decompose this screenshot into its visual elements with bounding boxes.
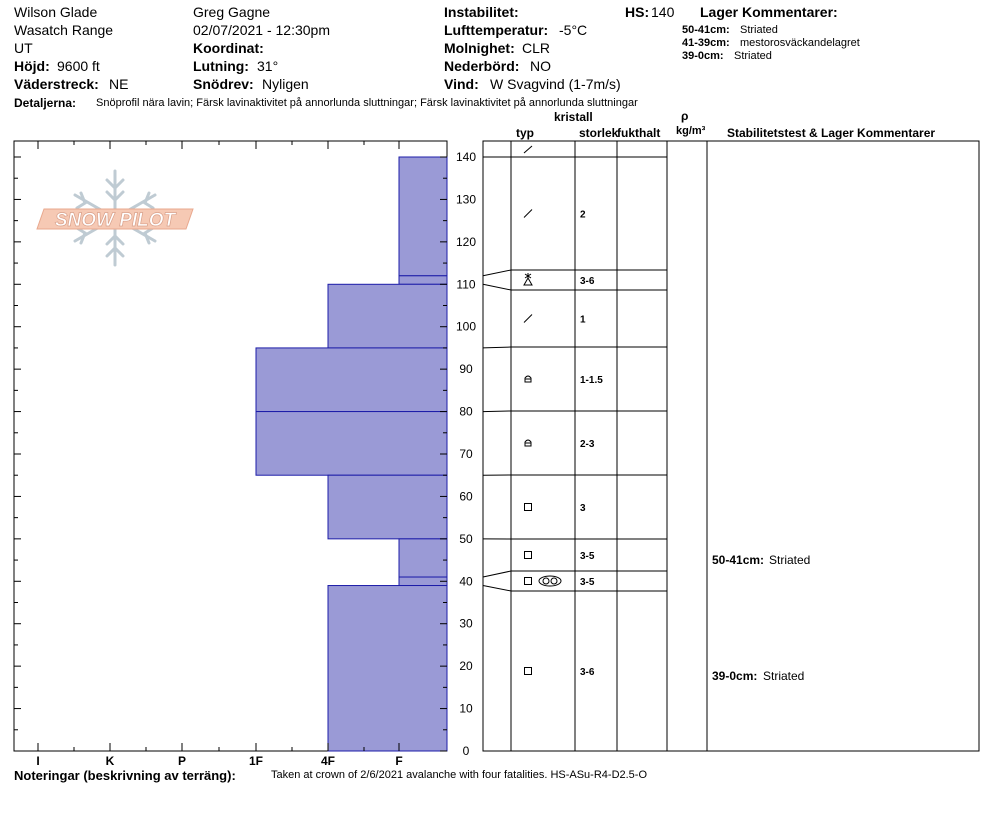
drift-value: Nyligen	[262, 76, 309, 92]
hardness-tick-label: F	[395, 754, 403, 768]
depth-tick-label: 140	[455, 150, 477, 164]
hardness-tick-label: 1F	[248, 754, 264, 768]
grain-decomposing-icon	[524, 315, 532, 323]
depth-tick-label: 50	[459, 531, 473, 546]
precip-value: NO	[530, 58, 551, 74]
depth-tick-label: 100	[455, 319, 477, 334]
instability-label: Instabilitet:	[444, 4, 519, 20]
hardness-tick-label: I	[36, 754, 40, 768]
wind-label: Vind:	[444, 76, 479, 92]
grain-size-label: 1	[580, 314, 586, 326]
grain-size-label: 3-6	[580, 667, 595, 678]
hs-label: HS:	[625, 4, 650, 20]
col-header-typ: typ	[516, 126, 534, 140]
details-label: Detaljerna:	[14, 96, 77, 110]
stability-comment-range: 50-41cm:	[712, 553, 765, 567]
hardness-tick-label: 4F	[320, 754, 336, 768]
grain-size-label: 3-5	[580, 551, 595, 562]
coordinate-label: Koordinat:	[193, 40, 264, 56]
hardness-bar	[399, 539, 447, 577]
depth-tick-label: 10	[459, 701, 473, 716]
layer-boundary-line	[483, 411, 667, 412]
hardness-bar	[256, 412, 447, 476]
col-header-density-unit: kg/m³	[676, 125, 706, 137]
depth-tick-label: 40	[459, 574, 473, 589]
grain-facet-icon	[525, 504, 532, 511]
notes-label: Noteringar (beskrivning av terräng):	[14, 768, 236, 783]
grain-size-label: 1-1.5	[580, 375, 603, 386]
decomposing-top-icon	[524, 146, 532, 153]
sky-value: CLR	[522, 40, 551, 56]
col-header-rho: ρ	[681, 109, 689, 123]
grain-decomposing-icon	[524, 210, 532, 218]
grain-size-label: 3-6	[580, 276, 595, 287]
elevation-label: Höjd:	[14, 58, 50, 74]
depth-tick-label: 0	[462, 744, 470, 758]
location: Wilson Glade	[14, 4, 98, 20]
grain-rounded-facet-icon	[525, 376, 531, 382]
grain-size-label: 2-3	[580, 439, 595, 450]
elevation-value: 9600 ft	[57, 58, 100, 74]
grain-facet-depth-hoar-icon	[525, 576, 562, 586]
depth-tick-label: 130	[455, 192, 477, 207]
grain-rounded-facet-icon	[525, 440, 531, 446]
hardness-bar	[399, 577, 447, 585]
depth-tick-label: 60	[459, 489, 473, 504]
details-text: Snöprofil nära lavin; Färsk lavinaktivitet på annorlunda sluttningar; Färsk lavinaktivitet på annorlunda sluttningar	[96, 97, 638, 109]
depth-tick-label: 90	[459, 362, 473, 377]
airtemp-value: -5°C	[559, 22, 588, 38]
grain-size-label: 3-5	[580, 577, 595, 588]
layer-comment-text: Striated	[740, 24, 778, 36]
layer-comment-text: mestorosväckandelagret	[740, 37, 860, 49]
depth-tick-label: 20	[459, 659, 473, 674]
datetime: 02/07/2021 - 12:30pm	[193, 22, 330, 38]
range: Wasatch Range	[14, 22, 114, 38]
aspect-label: Väderstreck:	[14, 76, 99, 92]
hardness-bar	[328, 586, 447, 751]
aspect-value: NE	[109, 76, 129, 92]
layer-comment-text: Striated	[734, 50, 772, 62]
hardness-tick-label: P	[177, 754, 187, 768]
hardness-bar	[399, 157, 447, 276]
layer-comments-title: Lager Kommentarer:	[700, 4, 838, 20]
layer-comment-range: 50-41cm:	[682, 24, 730, 36]
hs-value: 140	[651, 4, 675, 20]
stability-comment-text: Striated	[763, 669, 805, 683]
slope-label: Lutning:	[193, 58, 249, 74]
sky-label: Molnighet:	[444, 40, 515, 56]
logo-text: SNOW PILOT	[54, 210, 176, 231]
slope-value: 31°	[257, 58, 279, 74]
grain-size-label: 3	[580, 503, 586, 514]
depth-tick-label: 30	[459, 616, 473, 631]
stability-comment-text: Striated	[769, 553, 811, 567]
grain-surface-hoar-icon	[524, 273, 532, 285]
wind-value: W Svagvind (1-7m/s)	[490, 76, 621, 92]
drift-label: Snödrev:	[193, 76, 254, 92]
depth-tick-label: 120	[455, 234, 477, 249]
layer-comment-range: 39-0cm:	[682, 50, 724, 62]
layer-table-frame	[483, 141, 979, 751]
hardness-bar	[399, 276, 447, 284]
col-header-kristall: kristall	[554, 110, 593, 124]
depth-tick-label: 110	[456, 277, 476, 292]
grain-size-label: 2	[580, 209, 586, 221]
observer: Greg Gagne	[193, 4, 271, 20]
precip-label: Nederbörd:	[444, 58, 520, 74]
layer-comment-range: 41-39cm:	[682, 37, 730, 49]
col-header-stability: Stabilitetstest & Lager Kommentarer	[727, 126, 936, 140]
hardness-tick-label: K	[105, 754, 115, 768]
hardness-bar	[328, 284, 447, 348]
hardness-bar	[328, 475, 447, 539]
grain-facet-icon	[525, 668, 532, 675]
notes-text: Taken at crown of 2/6/2021 avalanche with four fatalities. HS-ASu-R4-D2.5-O	[271, 769, 648, 781]
snowpilot-logo	[37, 209, 193, 231]
hardness-bar	[256, 348, 447, 412]
grain-facet-icon	[525, 552, 532, 559]
depth-tick-label: 80	[459, 404, 473, 419]
depth-tick-label: 70	[459, 447, 473, 461]
state: UT	[14, 40, 33, 56]
stability-comment-range: 39-0cm:	[712, 669, 758, 683]
col-header-fukthalt: fukthalt	[617, 126, 661, 140]
col-header-storlek: storlek	[579, 126, 619, 140]
airtemp-label: Lufttemperatur:	[444, 22, 549, 38]
